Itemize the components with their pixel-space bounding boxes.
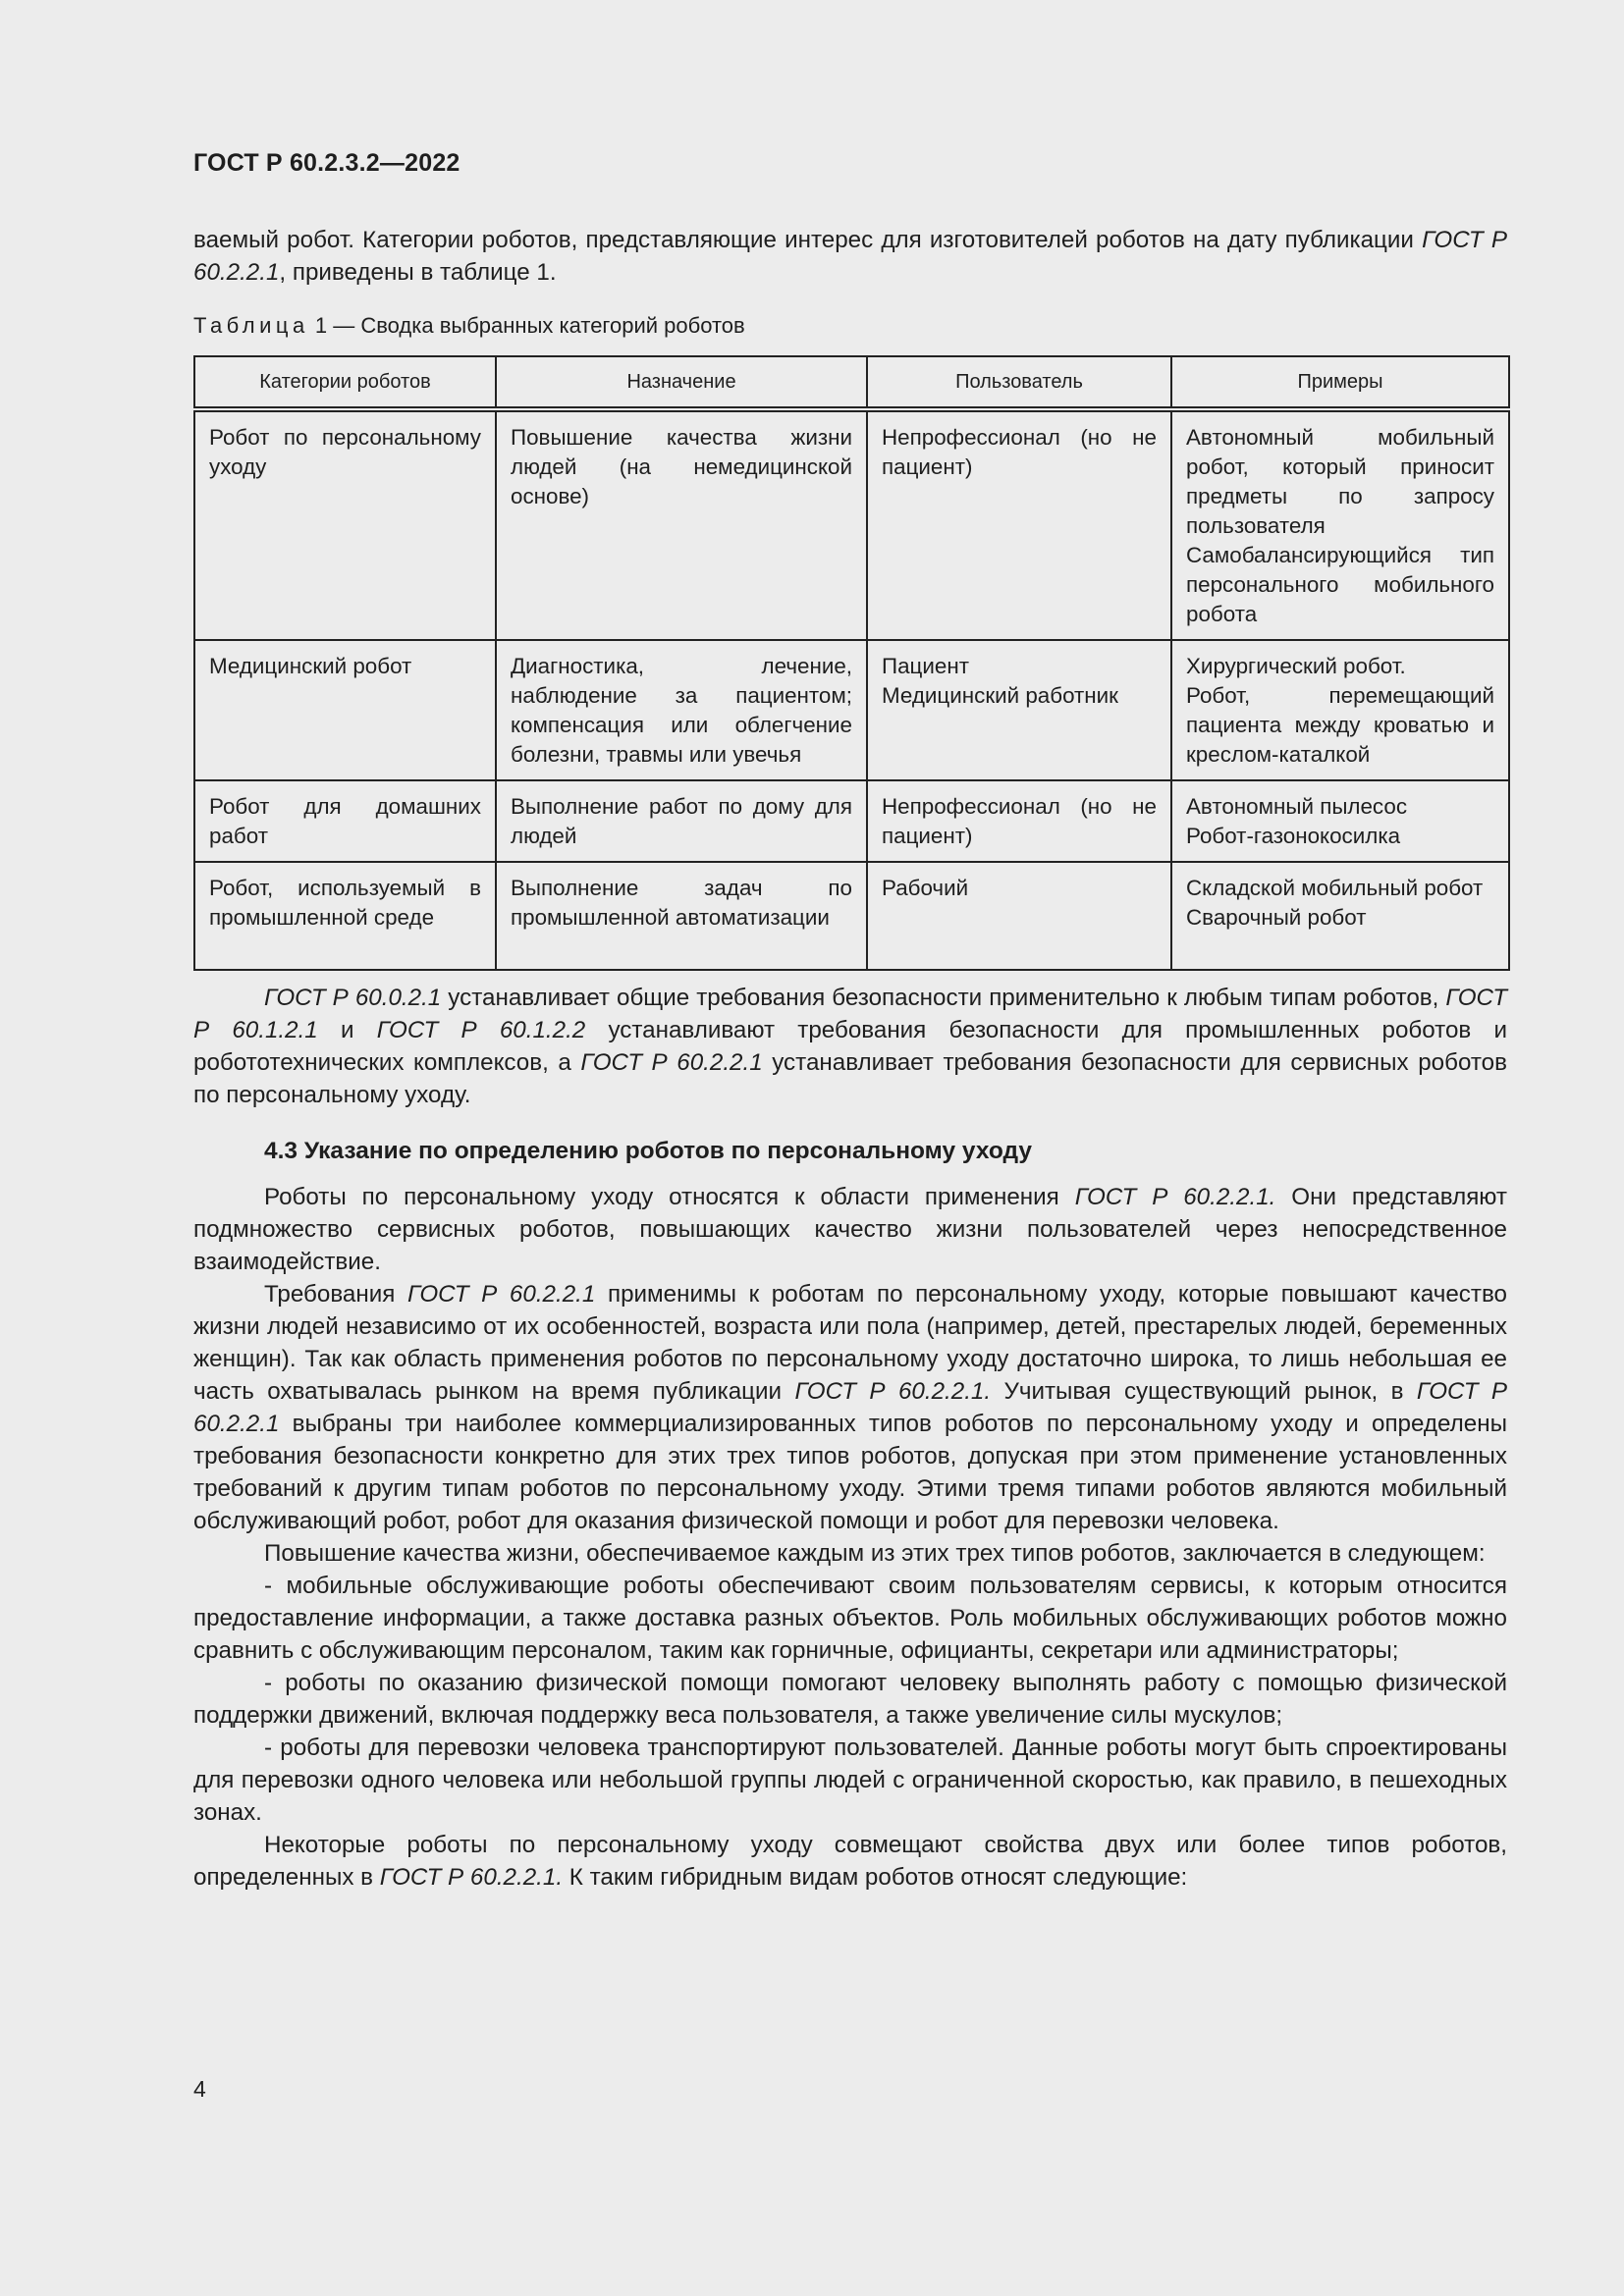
table-caption — [193, 313, 745, 339]
cell-category: Медицинский робот — [194, 640, 496, 780]
document-reference: ГОСТ Р 60.2.2.1. — [1074, 1184, 1276, 1210]
table-header-row — [194, 356, 1509, 409]
user-line: Пациент — [882, 654, 969, 678]
robot-categories-table — [193, 355, 1510, 971]
text-run: Некоторые роботы по персональному уходу совмещают свойства двух или более типов роботов, определенных в — [193, 1832, 1507, 1891]
example-line: Робот-газонокосилка — [1186, 824, 1401, 848]
text-run: устанавливает общие требования безопасности применительно к любым типам роботов, — [441, 985, 1446, 1011]
cell-category: Робот, используемый в промышленной среде — [194, 862, 496, 970]
text-run: Требования — [264, 1281, 407, 1308]
document-reference: ГОСТ Р 60.2.2.1 — [580, 1049, 763, 1076]
column-header-purpose: Назначение — [496, 356, 867, 409]
text-run: выбраны три наиболее коммерциализированных типов роботов по персональному уходу и определены требования безопасности конкретно для этих трех типов роботов, допуская при этом применение установленных требований к другим типам роботов по персональному уходу. Этими тремя типами роботов являются мобильный обслуживающий робот, робот для оказания физической помощи и робот для перевозки человека. — [193, 1411, 1507, 1534]
text-run: Роботы по персональному уходу относятся к области применения — [264, 1184, 1075, 1210]
document-reference: ГОСТ Р 60.2.2.1 — [193, 227, 1507, 286]
caption-title: 1 — Сводка выбранных категорий роботов — [308, 313, 745, 338]
cell-examples — [1171, 780, 1509, 862]
table-row — [194, 640, 1509, 780]
cell-user — [867, 409, 1171, 640]
paragraph: Повышение качества жизни, обеспечиваемое каждым из этих трех типов роботов, заключается в следующем: — [264, 1540, 1486, 1567]
list-item: - мобильные обслуживающие роботы обеспечивают своим пользователям сервисы, к которым относится предоставление информации, а также доставка разных объектов. Роль мобильных обслуживающих роботов можно сравнить с обслуживающим персоналом, таким как горничные, официанты, секретари или администраторы; — [193, 1573, 1507, 1664]
cell-user — [867, 780, 1171, 862]
document-reference: ГОСТ Р 60.1.2.1 — [193, 985, 1507, 1043]
table-row — [194, 780, 1509, 862]
text-run: Они представляют подмножество сервисных роботов, повышающих качество жизни пользователей через непосредственное взаимодействие. — [193, 1184, 1507, 1275]
table-row — [194, 862, 1509, 970]
document-reference: ГОСТ Р 60.2.2.1. — [794, 1378, 992, 1405]
text-run: Учитывая существующий рынок, в — [991, 1378, 1417, 1405]
cell-purpose: Выполнение работ по дому для людей — [496, 780, 867, 862]
cell-purpose: Повышение качества жизни людей (на немедицинской основе) — [496, 409, 867, 640]
user-line: Непрофессионал (но не пациент) — [882, 794, 1157, 848]
text-run: и — [317, 1017, 377, 1043]
text-run: К таким гибридным видам роботов относят следующие: — [563, 1864, 1188, 1891]
section-body — [193, 1181, 1507, 1894]
cell-category: Робот по персональному уходу — [194, 409, 496, 640]
document-reference: ГОСТ Р 60.2.2.1 — [406, 1281, 596, 1308]
example-line: Робот, перемещающий пациента между кроватью и креслом-каталкой — [1186, 683, 1494, 767]
example-line: Складской мобильный робот — [1186, 876, 1484, 900]
text-run: применимы к роботам по персональному уходу, которые повышают качество жизни людей независимо от их особенностей, возраста или пола (например, детей, престарелых людей, беременных женщин). Так как область применения роботов по персональному уходу достаточно широка, то лишь небольшая ее часть охватывалась рынком на время публикации — [193, 1281, 1507, 1405]
example-line: Автономный пылесос — [1186, 794, 1408, 819]
document-reference: ГОСТ Р 60.1.2.2 — [376, 1017, 586, 1043]
intro-paragraph — [193, 224, 1507, 289]
paragraph — [193, 224, 1507, 289]
list-item: - роботы для перевозки человека транспортируют пользователей. Данные роботы могут быть спроектированы для перевозки одного человека или небольшой группы людей с ограниченной скоростью, как правило, в пешеходных зонах. — [193, 1735, 1507, 1826]
example-line: Самобалансирующийся тип персонального мобильного робота — [1186, 543, 1494, 626]
example-line: Автономный мобильный робот, который приносит предметы по запросу пользователя — [1186, 425, 1494, 538]
example-line: Хирургический робот. — [1186, 654, 1406, 678]
document-reference: ГОСТ Р 60.0.2.1 — [264, 985, 442, 1011]
column-header-examples: Примеры — [1171, 356, 1509, 409]
paragraph — [193, 1829, 1507, 1894]
cell-user — [867, 862, 1171, 970]
paragraph — [193, 1181, 1507, 1278]
column-header-category: Категории роботов — [194, 356, 496, 409]
cell-examples — [1171, 409, 1509, 640]
section-heading: 4.3 Указание по определению роботов по персональному уходу — [264, 1138, 1032, 1164]
cell-examples — [1171, 640, 1509, 780]
cell-purpose: Диагностика, лечение, наблюдение за пациентом; компенсация или облегчение болезни, травмы или увечья — [496, 640, 867, 780]
paragraph — [193, 982, 1507, 1111]
cell-category: Робот для домашних работ — [194, 780, 496, 862]
user-line: Рабочий — [882, 876, 969, 900]
after-table-paragraph — [193, 982, 1507, 1111]
document-reference: ГОСТ Р 60.2.2.1 — [193, 1378, 1507, 1437]
caption-label: Таблица — [193, 313, 309, 338]
page-header-standard-code: ГОСТ Р 60.2.3.2—2022 — [193, 149, 460, 177]
example-line: Сварочный робот — [1186, 905, 1367, 930]
text-run: , приведены в таблице 1. — [279, 259, 557, 286]
text-run: устанавливают требования безопасности для промышленных роботов и робототехнических комплексов, а — [193, 1017, 1507, 1076]
list-item: - роботы по оказанию физической помощи помогают человеку выполнять работу с помощью физической поддержки движений, включая поддержку веса пользователя, а также увеличение силы мускулов; — [193, 1670, 1507, 1729]
document-reference: ГОСТ Р 60.2.2.1. — [379, 1864, 564, 1891]
text-run: ваемый робот. Категории роботов, представляющие интерес для изготовителей роботов на дату публикации — [193, 227, 1423, 253]
page-number: 4 — [193, 2076, 206, 2102]
text-run: устанавливает требования безопасности для сервисных роботов по персональному уходу. — [193, 1049, 1507, 1108]
user-line: Непрофессионал (но не пациент) — [882, 425, 1157, 479]
table-row — [194, 409, 1509, 640]
paragraph — [193, 1278, 1507, 1537]
cell-user — [867, 640, 1171, 780]
cell-purpose: Выполнение задач по промышленной автоматизации — [496, 862, 867, 970]
user-line: Медицинский работник — [882, 683, 1118, 708]
cell-examples — [1171, 862, 1509, 970]
column-header-user: Пользователь — [867, 356, 1171, 409]
